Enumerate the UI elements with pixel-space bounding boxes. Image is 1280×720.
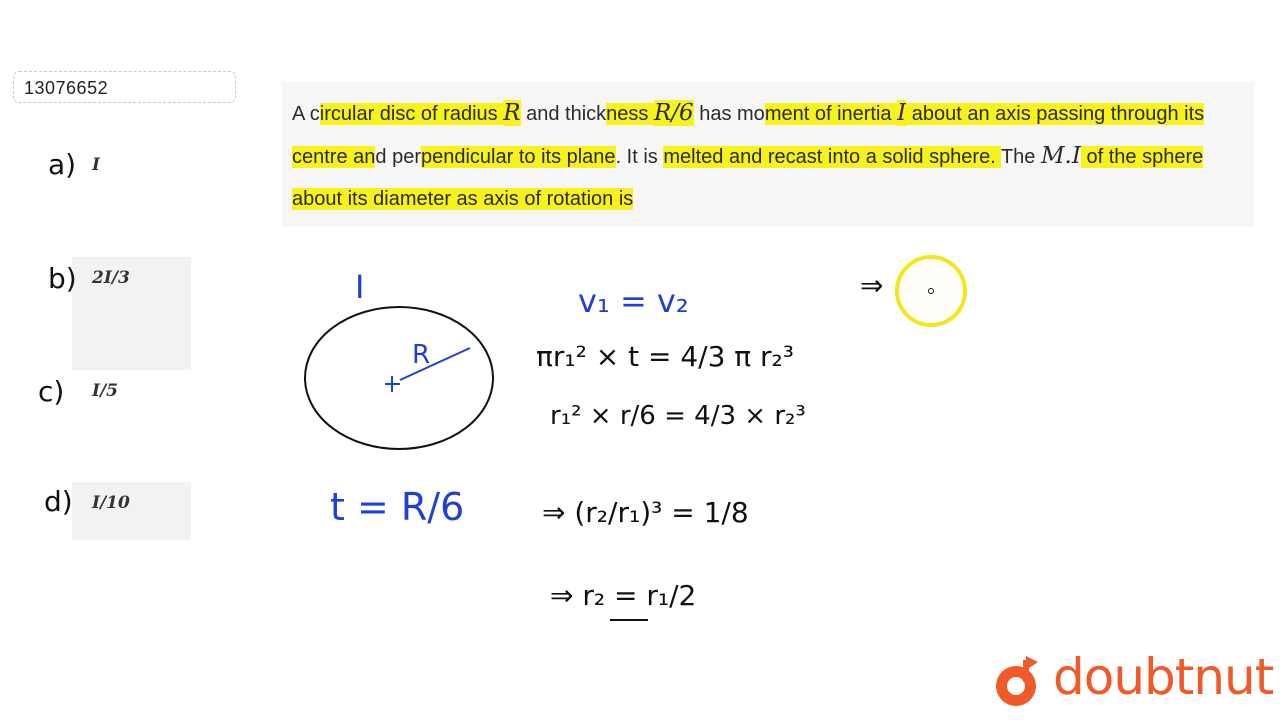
question-text-segment: A c [292, 103, 320, 125]
work-line-4: ⇒ r₂ = r₁/2 [550, 579, 697, 612]
option-a-letter: a) [48, 148, 77, 181]
work-line-2: r₁² × r/6 = 4/3 × r₂³ [550, 401, 806, 431]
work-line-1: πr₁² × t = 4/3 π r₂³ [536, 340, 795, 373]
question-text-segment: of the sphere about its diameter as axis of rotation is [292, 146, 1204, 210]
work-line-5: ⇒ [860, 269, 884, 302]
center-mark [385, 376, 400, 392]
question-math-term: I [897, 100, 907, 126]
volume-equality: v₁ = v₂ [578, 282, 689, 320]
radius-label: R [412, 340, 431, 370]
option-c-value: I/5 [92, 381, 118, 401]
question-text-segment: has mo [693, 103, 765, 125]
question-text-segment: pendicular to its plane [420, 146, 616, 168]
option-a-value: I [92, 155, 100, 175]
doubtnut-logo-icon [990, 652, 1050, 712]
question-text-segment: . It is [615, 146, 664, 168]
question-id-field: 13076652 [13, 71, 236, 103]
question-text-segment: about an axis passing through its centre an [292, 103, 1205, 168]
radius-line [400, 348, 470, 380]
question-text-segment: d per [375, 146, 421, 168]
question-math-term: R/6 [653, 100, 694, 126]
brand-name: doubtnut [1053, 648, 1274, 706]
option-b-letter: b) [48, 262, 77, 295]
option-d-letter: d) [44, 485, 73, 518]
thickness-equation: t = R/6 [330, 485, 465, 529]
question-text-segment: and thick [520, 103, 607, 125]
question-text-segment: ment of inertia [764, 103, 898, 125]
question-text-segment: ness [606, 103, 654, 125]
question-math-term: M.I [1041, 143, 1081, 169]
pointer-highlight-icon [897, 257, 965, 325]
question-text-segment: ircular disc of radius [319, 103, 504, 125]
question-text-segment: melted and recast into a solid sphere. [663, 146, 1001, 168]
doubtnut-logo [990, 648, 1274, 712]
disc-ellipse [305, 307, 493, 449]
option-b-value: 2I/3 [92, 268, 130, 288]
question-math-term: R [503, 100, 521, 126]
question-text-segment: The [1000, 146, 1041, 168]
option-d-value: I/10 [92, 493, 130, 513]
option-c-letter: c) [38, 375, 65, 408]
disc-moment-label: I [355, 268, 365, 306]
work-line-3: ⇒ (r₂/r₁)³ = 1/8 [542, 496, 749, 529]
